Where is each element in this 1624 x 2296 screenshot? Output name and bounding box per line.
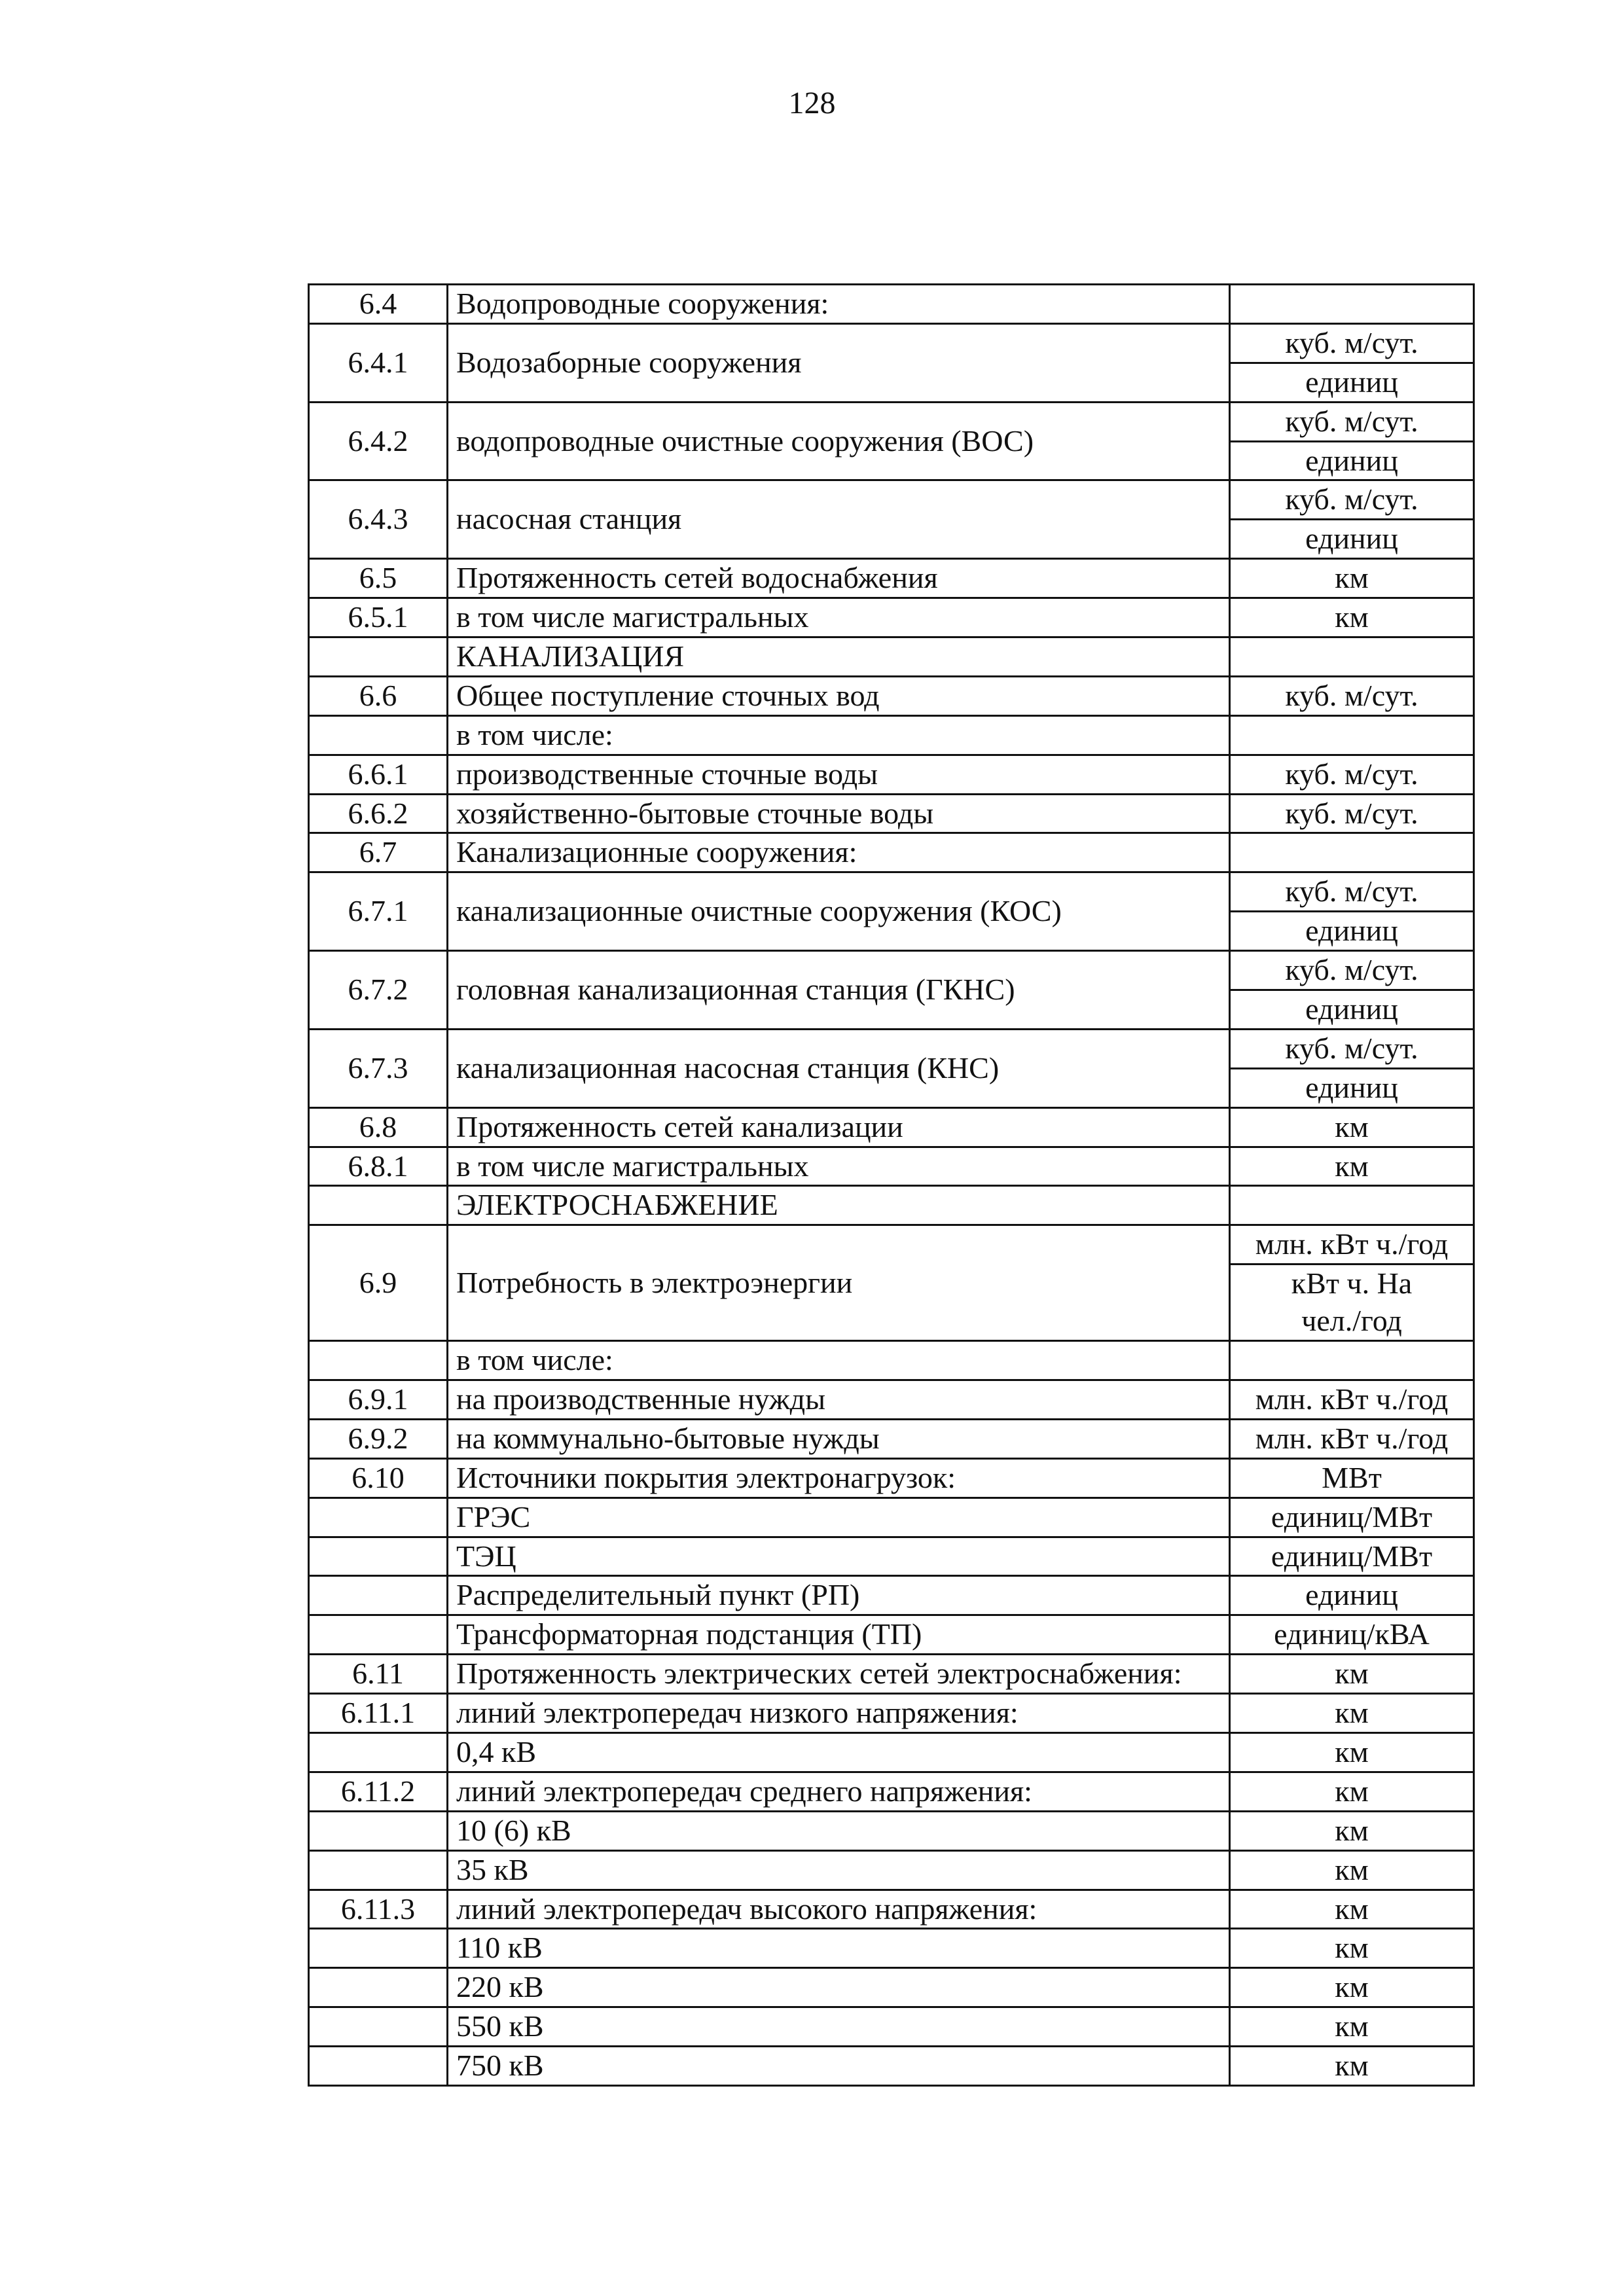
unit-label: км [1335, 1892, 1369, 1926]
unit-label: куб. м/сут. [1285, 678, 1418, 712]
row-unit-cell [1230, 715, 1474, 755]
unit-label: куб. м/сут. [1285, 757, 1418, 791]
row-indicator-name: Общее поступление сточных вод [448, 676, 1230, 715]
row-indicator-name: Протяженность электрических сетей электроснабжения: [448, 1655, 1230, 1694]
row-indicator-name: 10 (6) кВ [448, 1811, 1230, 1850]
row-number: 6.5.1 [309, 598, 448, 637]
row-number [309, 1732, 448, 1772]
row-indicator-name: хозяйственно-бытовые сточные воды [448, 794, 1230, 833]
unit-label: куб. м/сут. [1285, 325, 1418, 359]
unit-label: км [1335, 1657, 1369, 1691]
table-row [309, 1498, 1474, 1537]
row-indicator-name: линий электропередач среднего напряжения: [448, 1772, 1230, 1811]
row-indicator-name: 35 кВ [448, 1850, 1230, 1890]
unit-label: млн. кВт ч./год [1255, 1382, 1449, 1416]
row-indicator-name: Распределительный пункт (РП) [448, 1576, 1230, 1615]
row-number [309, 1537, 448, 1576]
row-number: 6.7.2 [309, 951, 448, 1030]
table-row [309, 1341, 1474, 1380]
row-unit-cell [1230, 676, 1474, 715]
row-indicator-name: канализационные очистные сооружения (КОС) [448, 872, 1230, 951]
row-unit-cell [1230, 1225, 1474, 1341]
row-unit-cell [1230, 1029, 1474, 1107]
row-number [309, 2007, 448, 2047]
row-indicator-name: 550 кВ [448, 2007, 1230, 2047]
row-unit-cell [1230, 1890, 1474, 1929]
table-row [309, 872, 1474, 951]
table-row [309, 1107, 1474, 1147]
row-indicator-name: Протяженность сетей водоснабжения [448, 559, 1230, 598]
unit-label: куб. м/сут. [1285, 482, 1418, 516]
unit-label: км [1335, 1813, 1369, 1847]
table-row [309, 323, 1474, 402]
row-unit-cell [1230, 598, 1474, 637]
unit-label: единиц/МВт [1271, 1539, 1433, 1573]
table-row [309, 1968, 1474, 2007]
unit-label: км [1335, 1852, 1369, 1886]
table-row [309, 951, 1474, 1030]
unit-label: км [1335, 1149, 1369, 1183]
row-indicator-name: Трансформаторная подстанция (ТП) [448, 1615, 1230, 1655]
table-row [309, 1419, 1474, 1458]
table-row [309, 1929, 1474, 1968]
unit-label: единиц [1231, 989, 1473, 1028]
table-row [309, 1655, 1474, 1694]
row-number [309, 637, 448, 677]
row-unit-cell [1230, 1655, 1474, 1694]
row-number [309, 1576, 448, 1615]
unit-label: куб. м/сут. [1285, 874, 1418, 908]
unit-label: км [1335, 2049, 1369, 2083]
row-number [309, 1186, 448, 1225]
unit-label: МВт [1322, 1460, 1382, 1494]
row-unit-cell [1230, 637, 1474, 677]
table-row [309, 794, 1474, 833]
row-unit-cell [1230, 1929, 1474, 1968]
row-number: 6.6 [309, 676, 448, 715]
row-number: 6.8.1 [309, 1147, 448, 1186]
unit-label: км [1335, 1931, 1369, 1965]
row-number [309, 1341, 448, 1380]
table-row [309, 1225, 1474, 1341]
table-row [309, 676, 1474, 715]
row-unit-cell [1230, 1186, 1474, 1225]
row-unit-cell [1230, 1576, 1474, 1615]
table-row [309, 1186, 1474, 1225]
table-row [309, 1890, 1474, 1929]
row-unit-cell [1230, 951, 1474, 1030]
row-number: 6.6.1 [309, 755, 448, 794]
row-number [309, 1968, 448, 2007]
row-indicator-name: 220 кВ [448, 1968, 1230, 2007]
row-number: 6.4 [309, 285, 448, 324]
row-indicator-name: в том числе магистральных [448, 1147, 1230, 1186]
row-unit-cell [1230, 833, 1474, 872]
row-number [309, 1929, 448, 1968]
row-indicator-name: канализационная насосная станция (КНС) [448, 1029, 1230, 1107]
row-unit-cell [1230, 323, 1474, 402]
row-number: 6.8 [309, 1107, 448, 1147]
row-unit-cell [1230, 1498, 1474, 1537]
row-number: 6.9.2 [309, 1419, 448, 1458]
unit-label: кВт ч. На [1231, 1263, 1473, 1302]
unit-label: единиц [1231, 1067, 1473, 1107]
row-indicator-name: на производственные нужды [448, 1380, 1230, 1419]
row-unit-cell [1230, 285, 1474, 324]
unit-label: км [1335, 1734, 1369, 1768]
row-indicator-name: насосная станция [448, 480, 1230, 559]
table-row [309, 1850, 1474, 1890]
table-body [309, 285, 1474, 2086]
table-row [309, 715, 1474, 755]
row-indicator-name: в том числе: [448, 715, 1230, 755]
row-number [309, 1615, 448, 1655]
table-row [309, 1732, 1474, 1772]
row-unit-cell [1230, 1850, 1474, 1890]
row-number: 6.7 [309, 833, 448, 872]
row-number: 6.11.3 [309, 1890, 448, 1929]
unit-label: км [1335, 600, 1369, 634]
row-unit-cell [1230, 480, 1474, 559]
unit-label: единиц [1231, 362, 1473, 401]
row-indicator-name: линий электропередач высокого напряжения: [448, 1890, 1230, 1929]
row-indicator-name: ТЭЦ [448, 1537, 1230, 1576]
unit-label: км [1335, 1774, 1369, 1808]
row-unit-cell [1230, 559, 1474, 598]
row-unit-cell [1230, 1968, 1474, 2007]
unit-label: км [1335, 1696, 1369, 1730]
row-number: 6.10 [309, 1458, 448, 1498]
row-indicator-name: КАНАЛИЗАЦИЯ [448, 637, 1230, 677]
row-indicator-name: водопроводные очистные сооружения (ВОС) [448, 402, 1230, 480]
row-unit-cell [1230, 1107, 1474, 1147]
table-row [309, 637, 1474, 677]
row-number [309, 2047, 448, 2086]
row-unit-cell [1230, 755, 1474, 794]
unit-label: км [1335, 1109, 1369, 1143]
unit-label: км [1335, 2009, 1369, 2043]
table-row [309, 1380, 1474, 1419]
row-indicator-name: линий электропередач низкого напряжения: [448, 1694, 1230, 1733]
unit-label: единиц [1305, 1578, 1398, 1612]
row-indicator-name: производственные сточные воды [448, 755, 1230, 794]
row-unit-cell [1230, 1537, 1474, 1576]
row-number [309, 715, 448, 755]
row-indicator-name: Водозаборные сооружения [448, 323, 1230, 402]
row-indicator-name: головная канализационная станция (ГКНС) [448, 951, 1230, 1030]
row-indicator-name: 0,4 кВ [448, 1732, 1230, 1772]
row-number: 6.7.3 [309, 1029, 448, 1107]
row-unit-cell [1230, 1694, 1474, 1733]
row-unit-cell [1230, 872, 1474, 951]
row-unit-cell [1230, 794, 1474, 833]
unit-label: млн. кВт ч./год [1255, 1227, 1449, 1261]
row-number [309, 1850, 448, 1890]
row-number [309, 1811, 448, 1850]
row-unit-cell [1230, 2007, 1474, 2047]
table-row [309, 755, 1474, 794]
row-indicator-name: Потребность в электроэнергии [448, 1225, 1230, 1341]
unit-label: куб. м/сут. [1285, 953, 1418, 987]
row-number: 6.11.2 [309, 1772, 448, 1811]
row-number: 6.9 [309, 1225, 448, 1341]
row-number: 6.11.1 [309, 1694, 448, 1733]
unit-label: млн. кВт ч./год [1255, 1421, 1449, 1455]
row-unit-cell [1230, 1147, 1474, 1186]
row-unit-cell [1230, 1732, 1474, 1772]
row-indicator-name: 750 кВ [448, 2047, 1230, 2086]
row-number: 6.9.1 [309, 1380, 448, 1419]
row-number: 6.6.2 [309, 794, 448, 833]
row-unit-cell [1230, 1615, 1474, 1655]
row-number: 6.4.1 [309, 323, 448, 402]
unit-label: куб. м/сут. [1285, 404, 1418, 438]
row-unit-cell [1230, 402, 1474, 480]
row-indicator-name: Водопроводные сооружения: [448, 285, 1230, 324]
row-indicator-name: ГРЭС [448, 1498, 1230, 1537]
table-row [309, 1772, 1474, 1811]
table-row [309, 833, 1474, 872]
row-indicator-name: в том числе: [448, 1341, 1230, 1380]
table-row [309, 285, 1474, 324]
row-indicator-name: Канализационные сооружения: [448, 833, 1230, 872]
table-row [309, 1576, 1474, 1615]
row-number: 6.4.3 [309, 480, 448, 559]
row-number [309, 1498, 448, 1537]
unit-label: куб. м/сут. [1285, 1031, 1418, 1065]
row-unit-cell [1230, 2047, 1474, 2086]
row-unit-cell [1230, 1380, 1474, 1419]
row-number: 6.7.1 [309, 872, 448, 951]
row-number: 6.11 [309, 1655, 448, 1694]
unit-label: единиц/МВт [1271, 1499, 1433, 1534]
unit-label: чел./год [1301, 1304, 1402, 1338]
row-number: 6.5 [309, 559, 448, 598]
table-row [309, 559, 1474, 598]
unit-label: км [1335, 1970, 1369, 2004]
table-row [309, 2047, 1474, 2086]
unit-label: единиц/кВА [1274, 1617, 1430, 1651]
table-row [309, 402, 1474, 480]
table-row [309, 1029, 1474, 1107]
table-row [309, 2007, 1474, 2047]
row-unit-cell [1230, 1419, 1474, 1458]
table-row [309, 1811, 1474, 1850]
unit-label: единиц [1231, 518, 1473, 558]
table-row [309, 1458, 1474, 1498]
unit-label: куб. м/сут. [1285, 796, 1418, 830]
unit-label: единиц [1231, 440, 1473, 480]
unit-label: единиц [1231, 910, 1473, 950]
row-indicator-name: Протяженность сетей канализации [448, 1107, 1230, 1147]
row-indicator-name: 110 кВ [448, 1929, 1230, 1968]
indicators-table [308, 283, 1475, 2087]
row-unit-cell [1230, 1772, 1474, 1811]
row-unit-cell [1230, 1811, 1474, 1850]
table-row [309, 1615, 1474, 1655]
row-indicator-name: на коммунально-бытовые нужды [448, 1419, 1230, 1458]
table-row [309, 1147, 1474, 1186]
table-row [309, 1537, 1474, 1576]
table-row [309, 1694, 1474, 1733]
row-indicator-name: Источники покрытия электронагрузок: [448, 1458, 1230, 1498]
row-indicator-name: ЭЛЕКТРОСНАБЖЕНИЕ [448, 1186, 1230, 1225]
row-number: 6.4.2 [309, 402, 448, 480]
row-unit-cell [1230, 1458, 1474, 1498]
table-row [309, 598, 1474, 637]
row-indicator-name: в том числе магистральных [448, 598, 1230, 637]
table-row [309, 480, 1474, 559]
page-number: 128 [788, 86, 836, 120]
row-unit-cell [1230, 1341, 1474, 1380]
unit-label: км [1335, 561, 1369, 595]
